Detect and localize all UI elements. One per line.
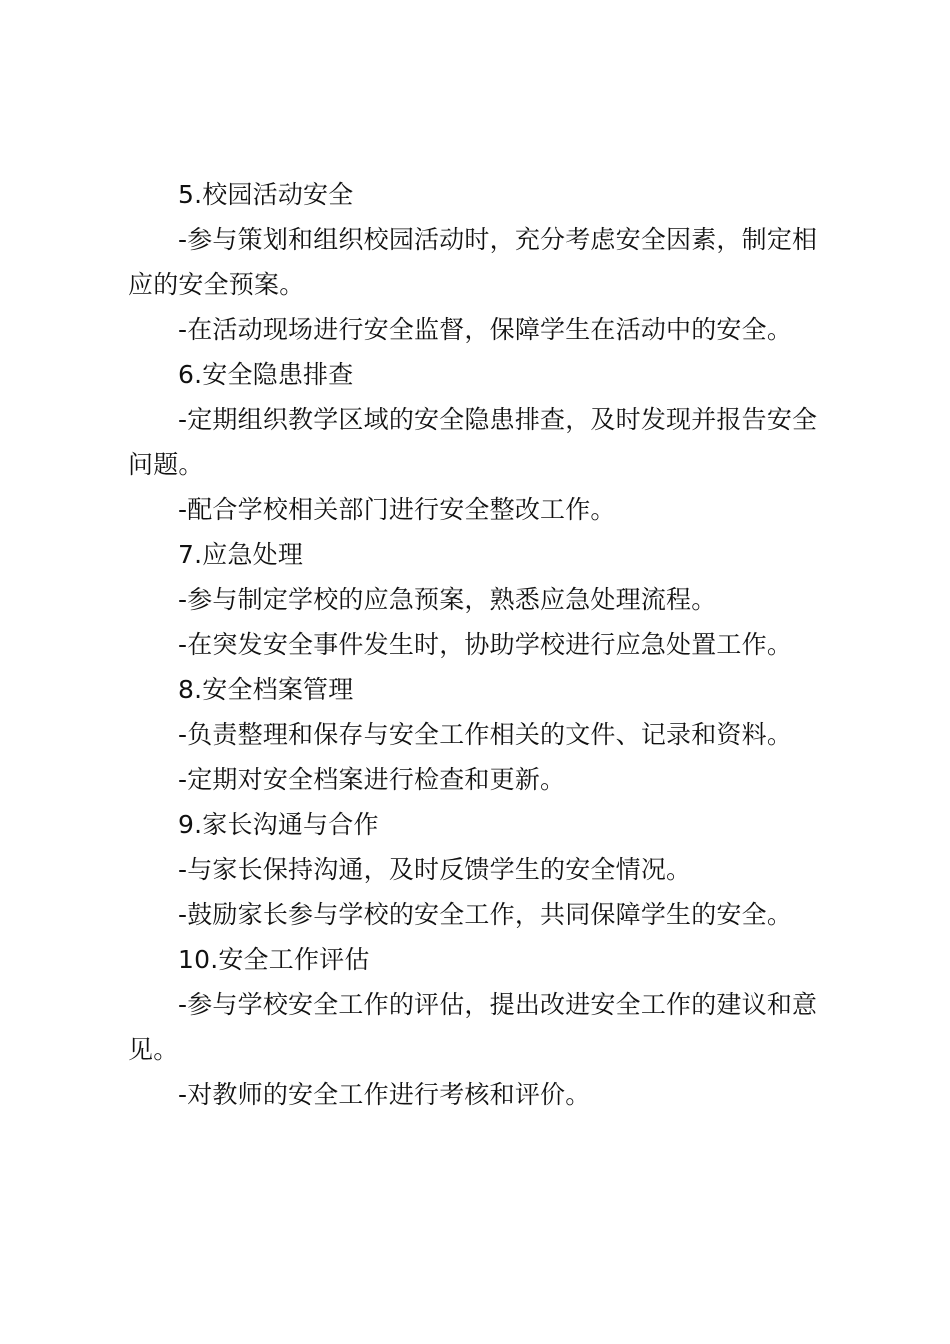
section-heading-9: 9.家长沟通与合作: [178, 810, 379, 839]
section-heading-10: 10.安全工作评估: [178, 945, 370, 974]
document-body: [128, 172, 838, 1117]
list-item: -配合学校相关部门进行安全整改工作。: [178, 495, 616, 524]
section-heading-6: 6.安全隐患排查: [178, 360, 354, 389]
list-item: -在突发安全事件发生时，协助学校进行应急处置工作。: [178, 630, 793, 659]
section-heading-8: 8.安全档案管理: [178, 675, 354, 704]
list-item: -定期对安全档案进行检查和更新。: [178, 765, 566, 794]
list-item: -负责整理和保存与安全工作相关的文件、记录和资料。: [178, 720, 793, 749]
section-heading-5: 5.校园活动安全: [178, 180, 354, 209]
section-heading-7: 7.应急处理: [178, 540, 304, 569]
list-item: -定期组织教学区域的安全隐患排查，及时发现并报告安全问题。: [128, 405, 818, 479]
list-item: -参与学校安全工作的评估，提出改进安全工作的建议和意见。: [128, 990, 818, 1064]
list-item: -参与制定学校的应急预案，熟悉应急处理流程。: [178, 585, 717, 614]
list-item: -对教师的安全工作进行考核和评价。: [178, 1080, 591, 1109]
list-item: -鼓励家长参与学校的安全工作，共同保障学生的安全。: [178, 900, 793, 929]
list-item: -与家长保持沟通，及时反馈学生的安全情况。: [178, 855, 692, 884]
list-item: -参与策划和组织校园活动时，充分考虑安全因素，制定相应的安全预案。: [128, 225, 818, 299]
list-item: -在活动现场进行安全监督，保障学生在活动中的安全。: [178, 315, 793, 344]
